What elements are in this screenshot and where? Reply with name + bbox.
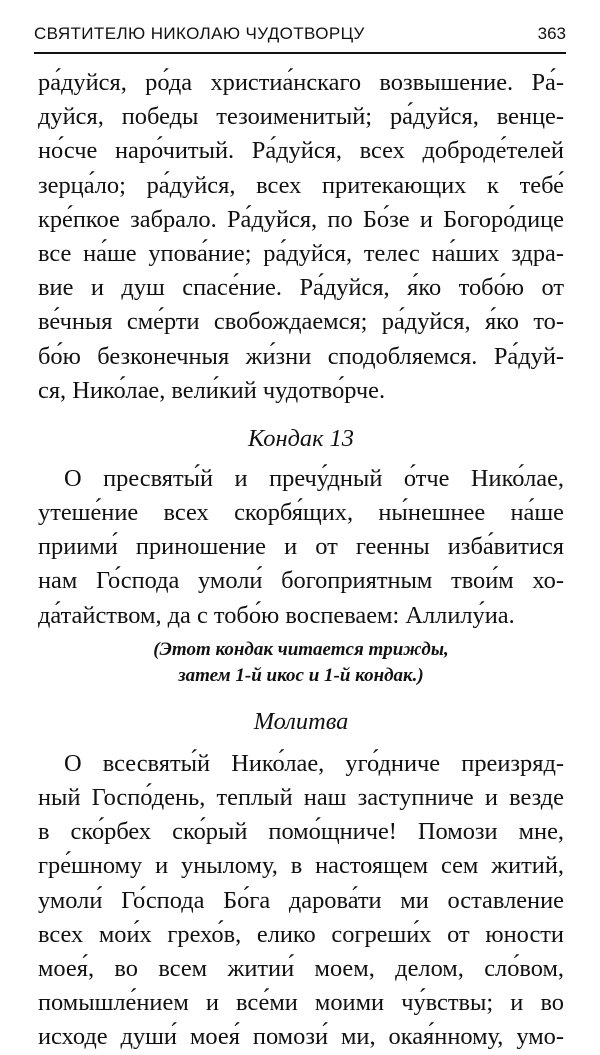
text-line: зерца́ло; ра́дуйся, всех притекающих к тебе́ bbox=[38, 171, 564, 199]
note-line: затем 1-й икос и 1-й кондак.) bbox=[178, 664, 424, 686]
text-line: кре́пкое забрало. Ра́дуйся, по Бо́зе и Богоро́дице bbox=[38, 205, 564, 233]
text-line: но́сче наро́читый. Ра́дуйся, всех доброде́телей bbox=[38, 137, 564, 165]
text-line: помышле́нием и все́ми моими чу́вствы; и во bbox=[38, 989, 564, 1017]
text-line: ра́дуйся, ро́да христиа́нскаго возвышение. Ра́- bbox=[38, 69, 564, 96]
text-line: приими́ приношение и от геенны изба́витися bbox=[38, 533, 564, 561]
text-line: нам Го́спода умоли́ богоприятным твои́м хо- bbox=[38, 567, 564, 595]
note-line: (Этот кондак читается трижды, bbox=[153, 638, 449, 660]
text-line: дуйся, победы тезоименитый; ра́дуйся, венце- bbox=[38, 103, 564, 131]
kontakion-heading: Кондак 13 bbox=[248, 424, 354, 452]
text-line: умоли́ Го́спода Бо́га дарова́ти ми оставление bbox=[38, 886, 564, 914]
text-line: вие и душ спасе́ние. Ра́дуйся, я́ко тобо́ю от bbox=[38, 274, 564, 302]
text-line: ся, Нико́лае, вели́кий чудотво́рче. bbox=[38, 376, 386, 404]
prayer-heading: Молитва bbox=[253, 707, 349, 735]
text-line: О всесвяты́й Нико́лае, уго́дниче преизряд- bbox=[64, 749, 564, 777]
running-title: СВЯТИТЕЛЮ НИКОЛАЮ ЧУДОТВОРЦУ bbox=[34, 24, 365, 43]
text-line: гре́шному и унылому, в настоящем сем житий, bbox=[38, 852, 564, 880]
text-line: всех мои́х грехо́в, елико согреши́х от юности bbox=[38, 920, 564, 948]
text-line: моея́, во всем житии́ моем, делом, сло́вом, bbox=[38, 954, 564, 982]
text-line: ный Госпо́день, теплый наш заступниче и везде bbox=[38, 784, 564, 811]
text-line: утеше́ние всех скорбя́щих, ны́нешнее на́ше bbox=[38, 499, 564, 527]
text-line: бо́ю безконечныя жи́зни сподобляемся. Ра́дуй- bbox=[38, 342, 564, 370]
paragraph-prayer bbox=[38, 747, 564, 1055]
text-line: да́тайством, да с тобо́ю воспеваем: Аллилу́иа. bbox=[38, 601, 515, 629]
paragraph-akathist-ending bbox=[38, 66, 564, 408]
page-header bbox=[34, 22, 566, 54]
paragraph-kontakion bbox=[38, 462, 564, 633]
kontakion-note bbox=[38, 637, 564, 689]
text-line: в ско́рбех ско́рый помо́щниче! Помози мне, bbox=[38, 818, 564, 846]
text-line: все на́ше упова́ние; ра́дуйся, телес на́ших здра- bbox=[38, 239, 564, 267]
text-line: ве́чныя сме́рти свобождаемся; ра́дуйся, я́ко то- bbox=[38, 308, 564, 336]
text-line: О пресвяты́й и пречу́дный о́тче Нико́лае, bbox=[64, 464, 564, 492]
text-line: исходе души́ моея́ помози́ ми, окая́нному, умо- bbox=[38, 1023, 564, 1051]
page-number: 363 bbox=[537, 24, 566, 43]
page-content bbox=[38, 66, 564, 1055]
